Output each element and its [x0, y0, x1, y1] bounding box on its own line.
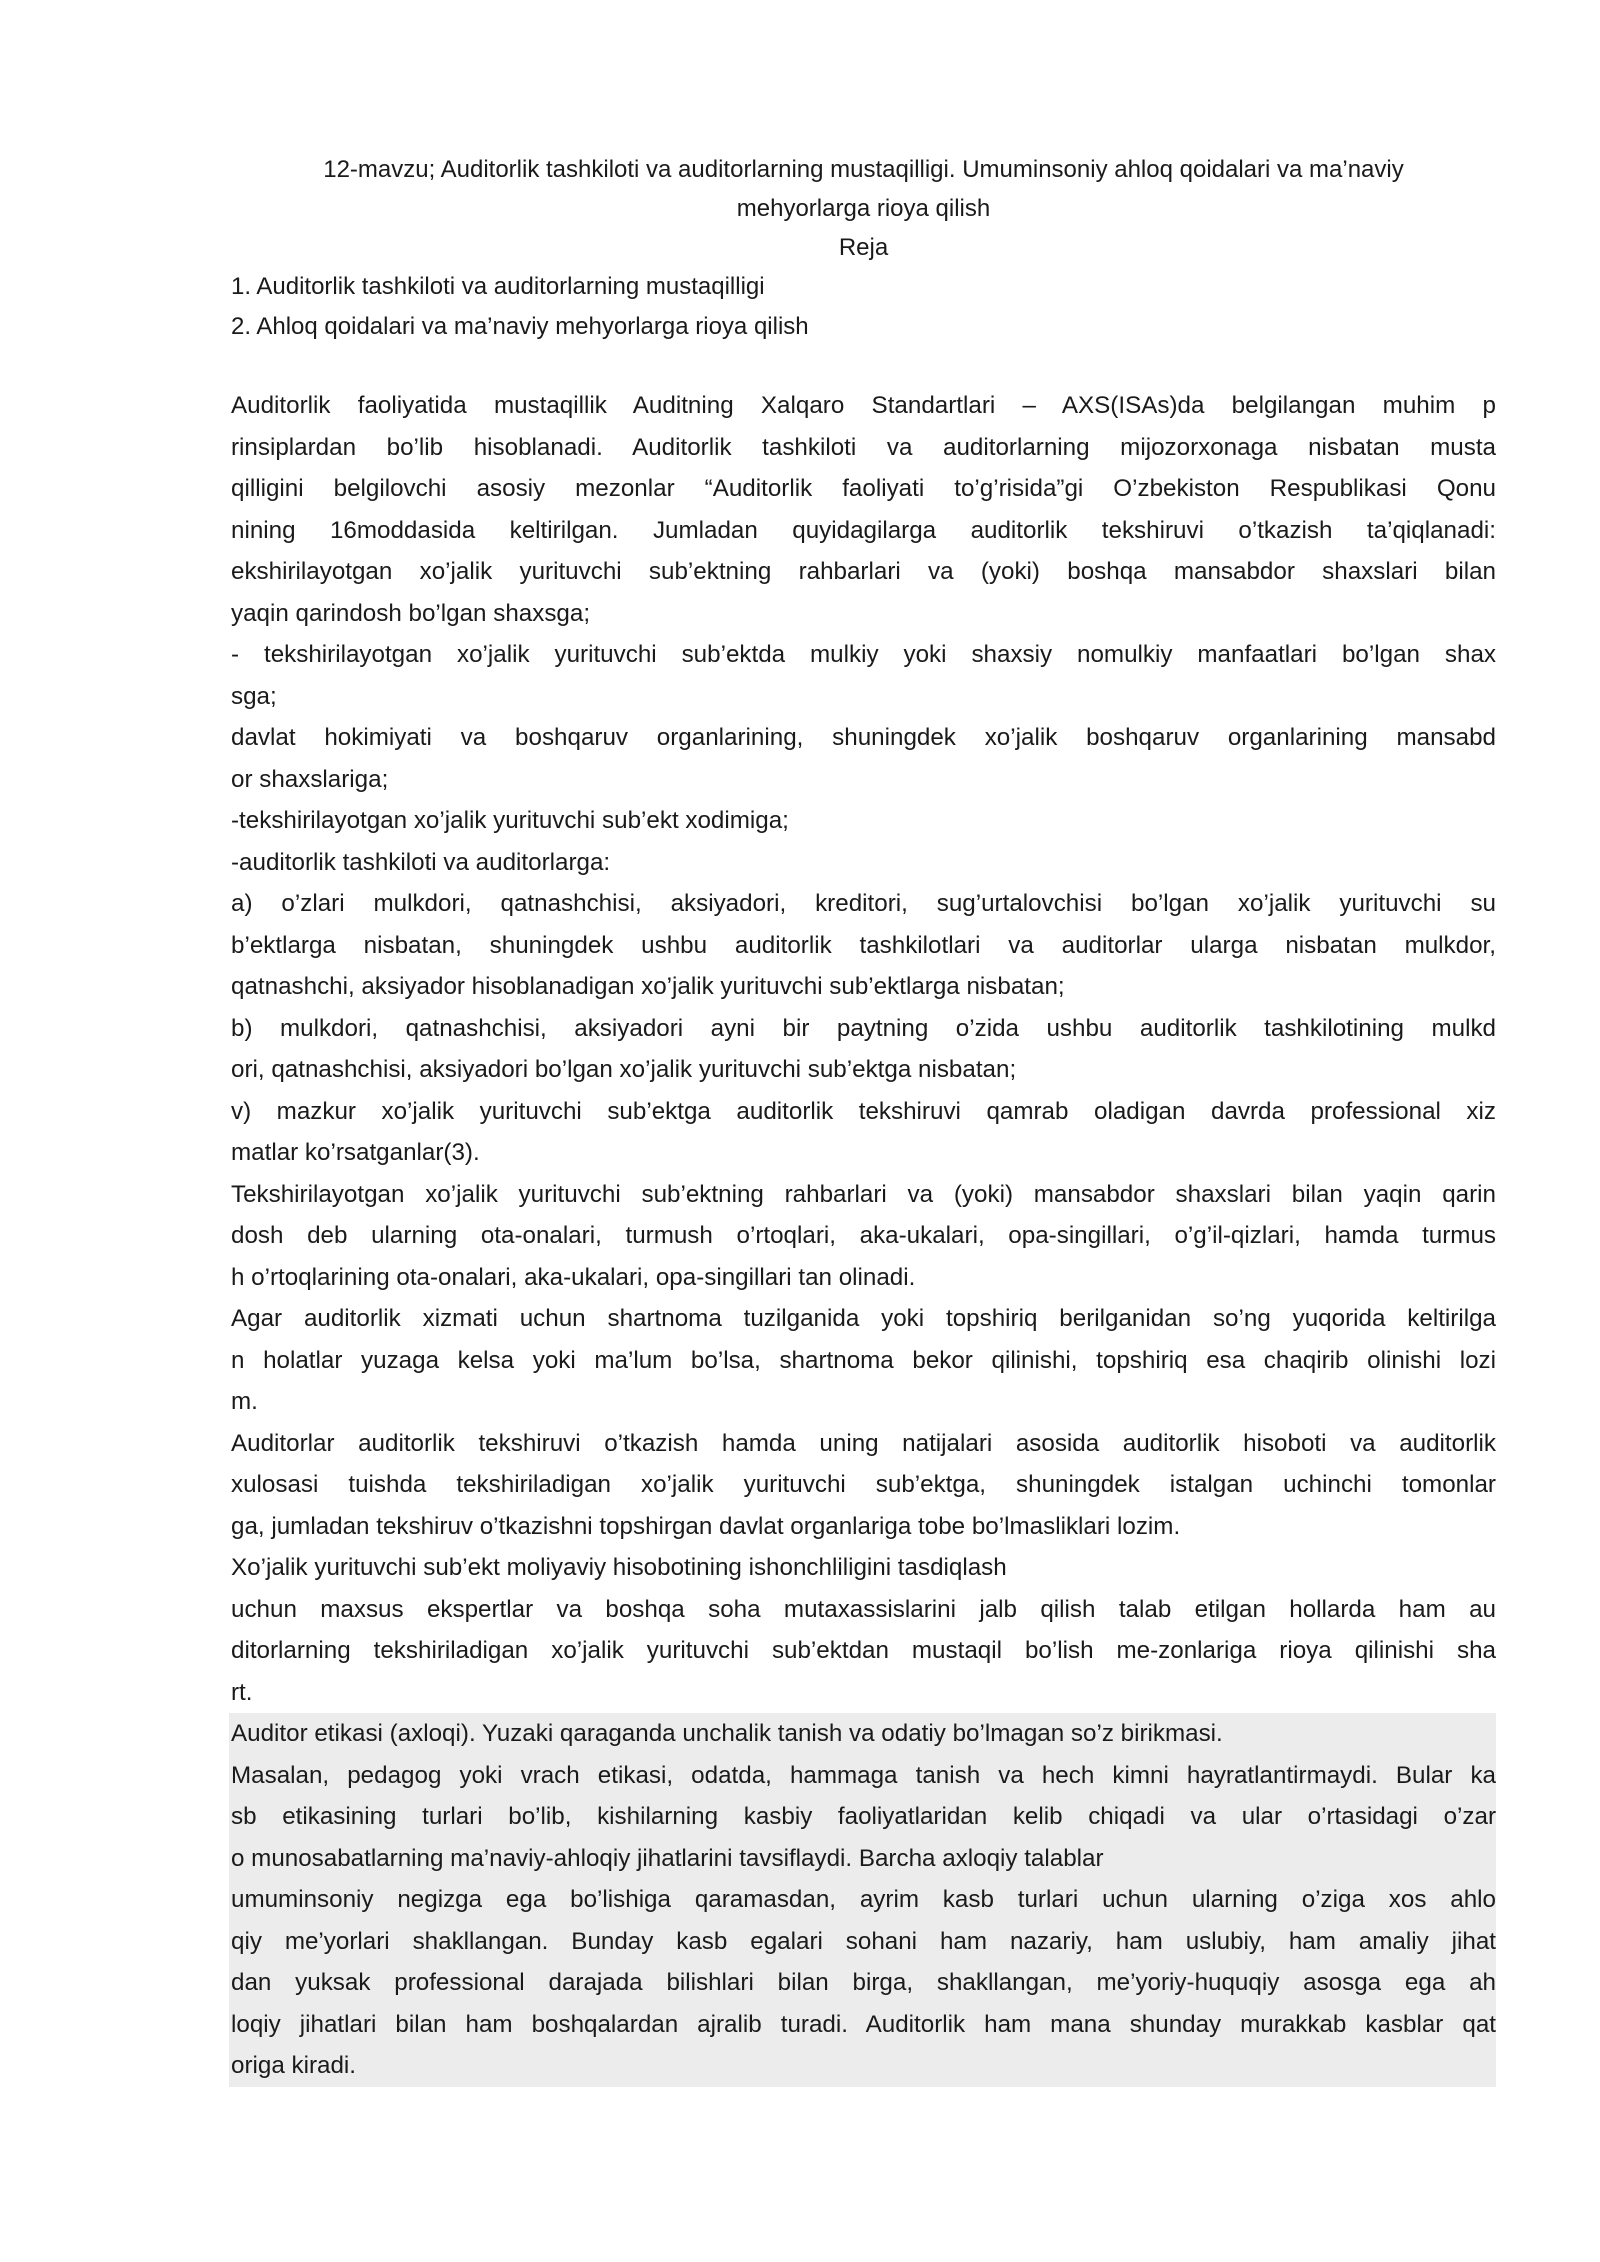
text-line: n holatlar yuzaga kelsa yoki ma’lum bo’lsa, shartnoma bekor qilinishi, topshiriq esa chaqirib olinishi lozi	[231, 1346, 1496, 1374]
text-line: rinsiplardan bo’lib hisoblanadi. Auditorlik tashkiloti va auditorlarning mijozorxonaga nisbatan musta	[231, 433, 1496, 461]
text-line: Agar auditorlik xizmati uchun shartnoma tuzilganida yoki topshiriq berilganidan so’ng yuqorida keltirilga	[231, 1305, 1496, 1332]
document-page	[231, 150, 1496, 2087]
text-line: umuminsoniy negizga ega bo’lishiga qaramasdan, ayrim kasb turlari uchun ularning o’ziga xos ahlo	[231, 1886, 1496, 1913]
text-line: Auditor etikasi (axloqi). Yuzaki qaraganda unchalik tanish va odatiy bo’lmagan so’z birikmasi.	[231, 1720, 1223, 1747]
plan-heading: Reja	[838, 234, 889, 261]
text-line: loqiy jihatlari bilan ham boshqalardan ajralib turadi. Auditorlik ham mana shunday murakkab kasblar qat	[231, 2010, 1496, 2038]
text-line: m.	[231, 1388, 258, 1415]
body-text	[231, 385, 1496, 1713]
plan-item-1: 1. Auditorlik tashkiloti va auditorlarning mustaqilligi	[231, 273, 765, 300]
text-line: or shaxslariga;	[231, 765, 389, 793]
text-line: a) o’zlari mulkdori, qatnashchisi, aksiyadori, kreditori, sug’urtalovchisi bo’lgan xo’jalik yurituvchi su	[231, 890, 1496, 917]
text-line: b) mulkdori, qatnashchisi, aksiyadori ayni bir paytning o’zida ushbu auditorlik tashkilotining mulkd	[231, 1014, 1496, 1042]
text-line: nining 16moddasida keltirilgan. Jumladan quyidagilarga auditorlik tekshiruvi o’tkazish ta’qiqlanadi:	[231, 516, 1496, 544]
text-line: Masalan, pedagog yoki vrach etikasi, odatda, hammaga tanish va hech kimni hayratlantirmaydi. Bular ka	[231, 1761, 1496, 1789]
text-line: dan yuksak professional darajada bilishlari bilan birga, shakllangan, me’yoriy-huquqiy asosga ega ah	[231, 1969, 1496, 1996]
text-line: dosh deb ularning ota-onalari, turmush o’rtoqlari, aka-ukalari, opa-singillari, o’g’il-qizlari, hamda turmus	[231, 1222, 1496, 1249]
text-line: davlat hokimiyati va boshqaruv organlarining, shuningdek xo’jalik boshqaruv organlarining mansabd	[231, 724, 1496, 751]
text-line: -auditorlik tashkiloti va auditorlarga:	[231, 848, 611, 876]
text-line: o munosabatlarning ma’naviy-ahloqiy jihatlarini tavsiflaydi. Barcha axloqiy talablar	[231, 1844, 1104, 1872]
text-line: matlar ko’rsatganlar(3).	[231, 1139, 480, 1166]
text-line: Tekshirilayotgan xo’jalik yurituvchi sub’ektning rahbarlari va (yoki) mansabdor shaxslari bilan yaqin qarin	[231, 1180, 1496, 1208]
text-line: v) mazkur xo’jalik yurituvchi sub’ektga auditorlik tekshiruvi qamrab oladigan davrda professional xiz	[231, 1097, 1496, 1125]
text-line: Xo’jalik yurituvchi sub’ekt moliyaviy hisobotining ishonchliligini tasdiqlash	[231, 1554, 1007, 1581]
text-line: uchun maxsus ekspertlar va boshqa soha mutaxassislarini jalb qilish talab etilgan hollarda ham au	[231, 1595, 1496, 1623]
plan-list	[231, 267, 1496, 347]
text-line: ori, qatnashchisi, aksiyadori bo’lgan xo’jalik yurituvchi sub’ektga nisbatan;	[231, 1056, 1017, 1083]
plan-item-2: 2. Ahloq qoidalari va ma’naviy mehyorlarga rioya qilish	[231, 313, 809, 340]
text-line: qilligini belgilovchi asosiy mezonlar “Auditorlik faoliyati to’g’risida”gi O’zbekiston Respublikasi Qonu	[231, 475, 1496, 502]
text-line: - tekshirilayotgan xo’jalik yurituvchi sub’ektda mulkiy yoki shaxsiy nomulkiy manfaatlari bo’lgan shax	[231, 641, 1496, 668]
heading-line-2: mehyorlarga rioya qilish	[736, 195, 991, 222]
text-line: yaqin qarindosh bo’lgan shaxsga;	[231, 599, 591, 627]
text-line: qiy me’yorlari shakllangan. Bunday kasb egalari sohani ham nazariy, ham uslubiy, ham amaliy jihat	[231, 1927, 1496, 1955]
text-line: rt.	[231, 1678, 253, 1706]
document-heading	[231, 150, 1496, 267]
text-line: ditorlarning tekshiriladigan xo’jalik yurituvchi sub’ektdan mustaqil bo’lish me-zonlariga rioya qilinishi sha	[231, 1637, 1496, 1664]
text-line: origa kiradi.	[231, 2052, 357, 2079]
text-line: sga;	[231, 682, 277, 710]
paragraph-spacer	[231, 347, 1496, 385]
text-line: -tekshirilayotgan xo’jalik yurituvchi sub’ekt xodimiga;	[231, 807, 789, 834]
text-line: ga, jumladan tekshiruv o’tkazishni topshirgan davlat organlariga tobe bo’lmasliklari lozim.	[231, 1512, 1181, 1540]
text-line: qatnashchi, aksiyador hisoblanadigan xo’jalik yurituvchi sub’ektlarga nisbatan;	[231, 973, 1065, 1000]
shaded-section	[229, 1713, 1496, 2087]
text-line: Auditorlik faoliyatida mustaqillik Auditning Xalqaro Standartlari – AXS(ISAs)da belgilangan muhim p	[231, 392, 1496, 419]
text-line: h o’rtoqlarining ota-onalari, aka-ukalari, opa-singillari tan olinadi.	[231, 1263, 916, 1291]
text-line: xulosasi tuishda tekshiriladigan xo’jalik yurituvchi sub’ektga, shuningdek istalgan uchinchi tomonlar	[231, 1471, 1496, 1498]
text-line: sb etikasining turlari bo’lib, kishilarning kasbiy faoliyatlaridan kelib chiqadi va ular o’rtasidagi o’zar	[231, 1803, 1496, 1830]
text-line: b’ektlarga nisbatan, shuningdek ushbu auditorlik tashkilotlari va auditorlar ularga nisbatan mulkdor,	[231, 931, 1496, 959]
text-line: ekshirilayotgan xo’jalik yurituvchi sub’ektning rahbarlari va (yoki) boshqa mansabdor shaxslari bilan	[231, 558, 1496, 585]
text-line: Auditorlar auditorlik tekshiruvi o’tkazish hamda uning natijalari asosida auditorlik hisoboti va auditorlik	[231, 1429, 1496, 1457]
heading-line-1: 12-mavzu; Auditorlik tashkiloti va auditorlarning mustaqilligi. Umuminsoniy ahloq qoidalari va ma’naviy	[323, 156, 1404, 183]
